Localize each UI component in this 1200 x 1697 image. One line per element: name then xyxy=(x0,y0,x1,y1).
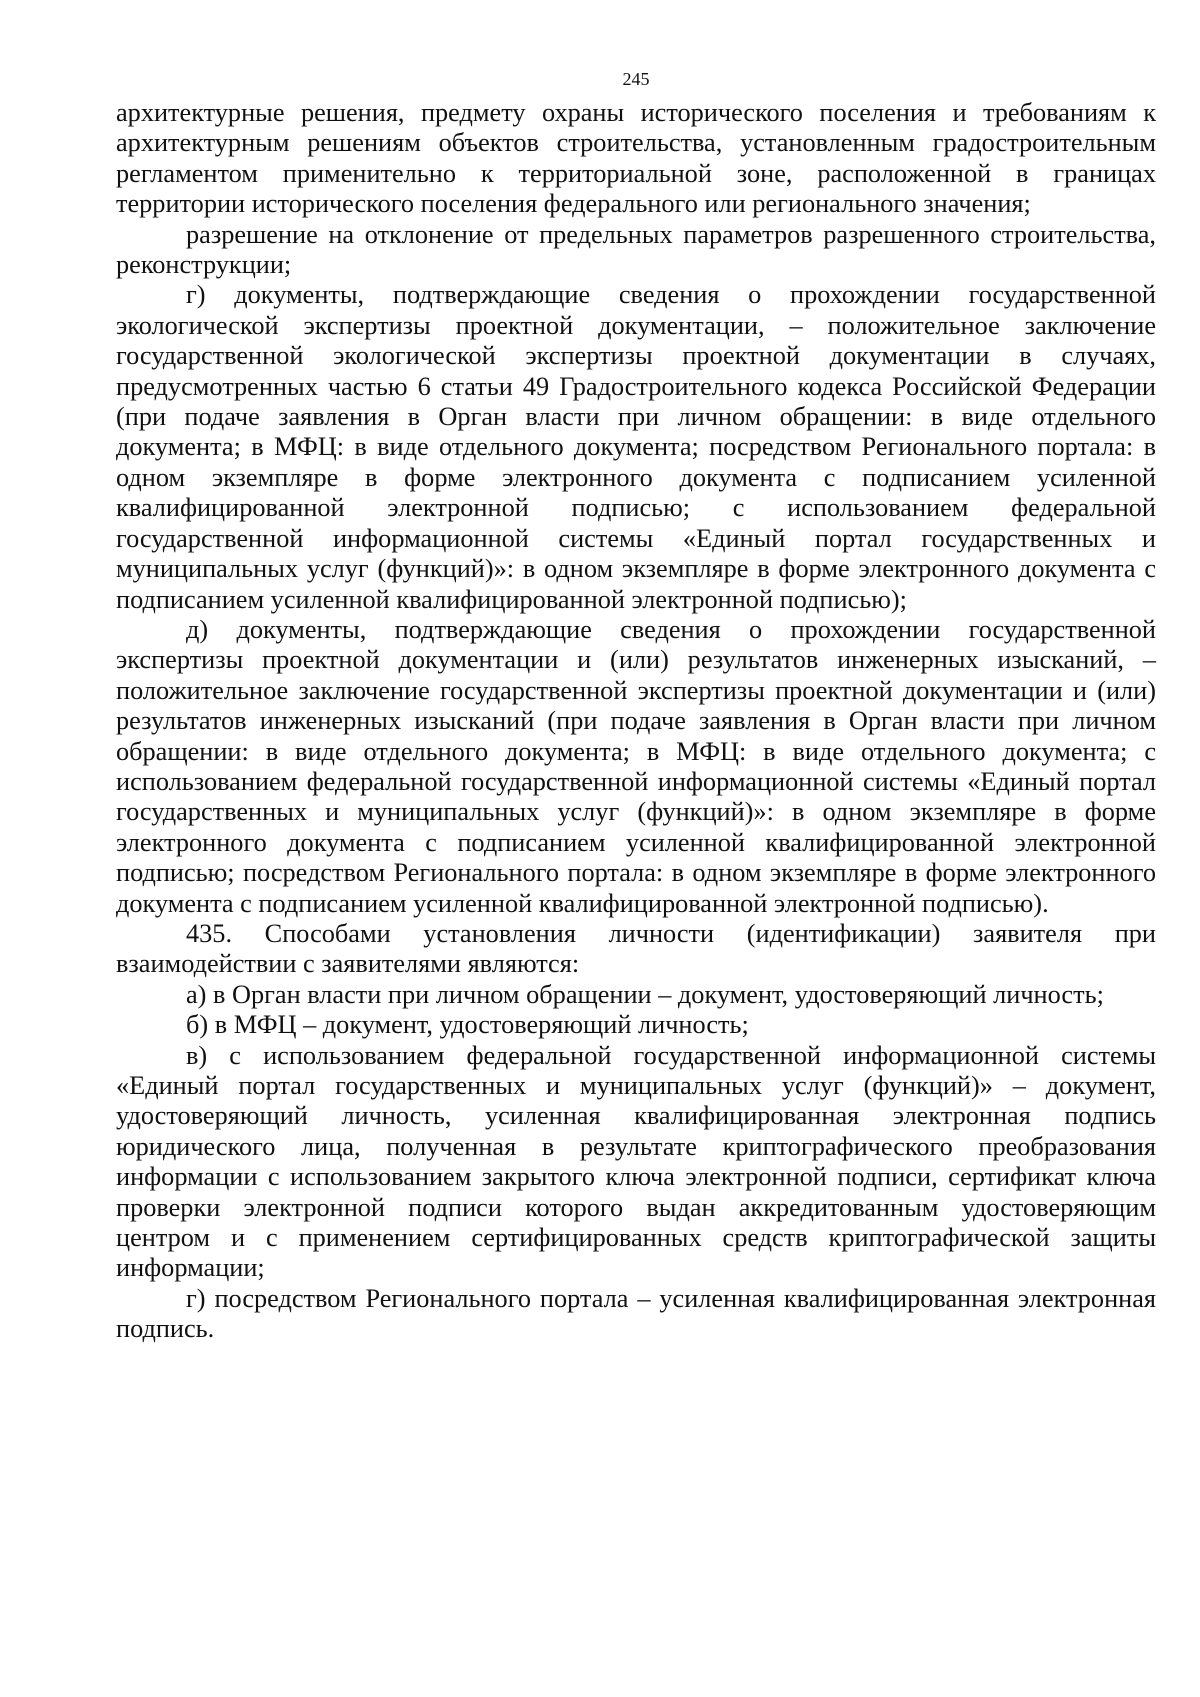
document-page xyxy=(116,68,1156,1345)
paragraph-435-identification-methods: 435. Способами установления личности (идентификации) заявителя при взаимодействии с заявителями являются: xyxy=(116,918,1156,979)
paragraph-deviation-permit: разрешение на отклонение от предельных параметров разрешенного строительства, реконструкции; xyxy=(116,219,1156,280)
paragraph-item-a-authority: а) в Орган власти при личном обращении – документ, удостоверяющий личность; xyxy=(186,979,1104,1009)
page-number: 245 xyxy=(622,69,650,89)
paragraph-item-v-federal-system: в) с использованием федеральной государственной информационной системы «Единый портал государственных и муниципальных услуг (функций)» – документ, удостоверяющий личность, усиленная квалифицированная электронная подпись юридического лица, полученная в результате криптографического преобразования информации с использованием закрытого ключа электронной подписи, сертификат ключа проверки электронной подписи которого выдан аккредитованным удостоверяющим центром и с применением сертифицированных средств криптографической защиты информации; xyxy=(116,1040,1156,1283)
paragraph-item-b-mfc: б) в МФЦ – документ, удостоверяющий личность; xyxy=(186,1010,749,1040)
paragraph-architectural-solutions: архитектурные решения, предмету охраны исторического поселения и требованиям к архитектурным решениям объектов строительства, установленным градостроительным регламентом применительно к территориальной зоне, расположенной в границах территории исторического поселения федерального или регионального значения; xyxy=(116,98,1156,219)
paragraph-item-g-regional-portal: г) посредством Регионального портала – усиленная квалифицированная электронная подпись. xyxy=(116,1283,1156,1344)
paragraph-item-g-ecological-expertise: г) документы, подтверждающие сведения о прохождении государственной экологической экспертизы проектной документации, – положительное заключение государственной экологической экспертизы проектной документации в случаях, предусмотренных частью 6 статьи 49 Градостроительного кодекса Российской Федерации (при подаче заявления в Орган власти при личном обращении: в виде отдельного документа; в МФЦ: в виде отдельного документа; посредством Регионального портала: в одном экземпляре в форме электронного документа с подписанием усиленной квалифицированной электронной подписью; с использованием федеральной государственной информационной системы «Единый портал государственных и муниципальных услуг (функций)»: в одном экземпляре в форме электронного документа с подписанием усиленной квалифицированной электронной подписью); xyxy=(116,280,1156,614)
paragraph-item-d-state-expertise: д) документы, подтверждающие сведения о прохождении государственной экспертизы проектной документации и (или) результатов инженерных изысканий, – положительное заключение государственной экспертизы проектной документации и (или) результатов инженерных изысканий (при подаче заявления в Орган власти при личном обращении: в виде отдельного документа; в МФЦ: в виде отдельного документа; с использованием федеральной государственной информационной системы «Единый портал государственных и муниципальных услуг (функций)»: в одном экземпляре в форме электронного документа с подписанием усиленной квалифицированной электронной подписью; посредством Регионального портала: в одном экземпляре в форме электронного документа с подписанием усиленной квалифицированной электронной подписью). xyxy=(116,614,1156,918)
